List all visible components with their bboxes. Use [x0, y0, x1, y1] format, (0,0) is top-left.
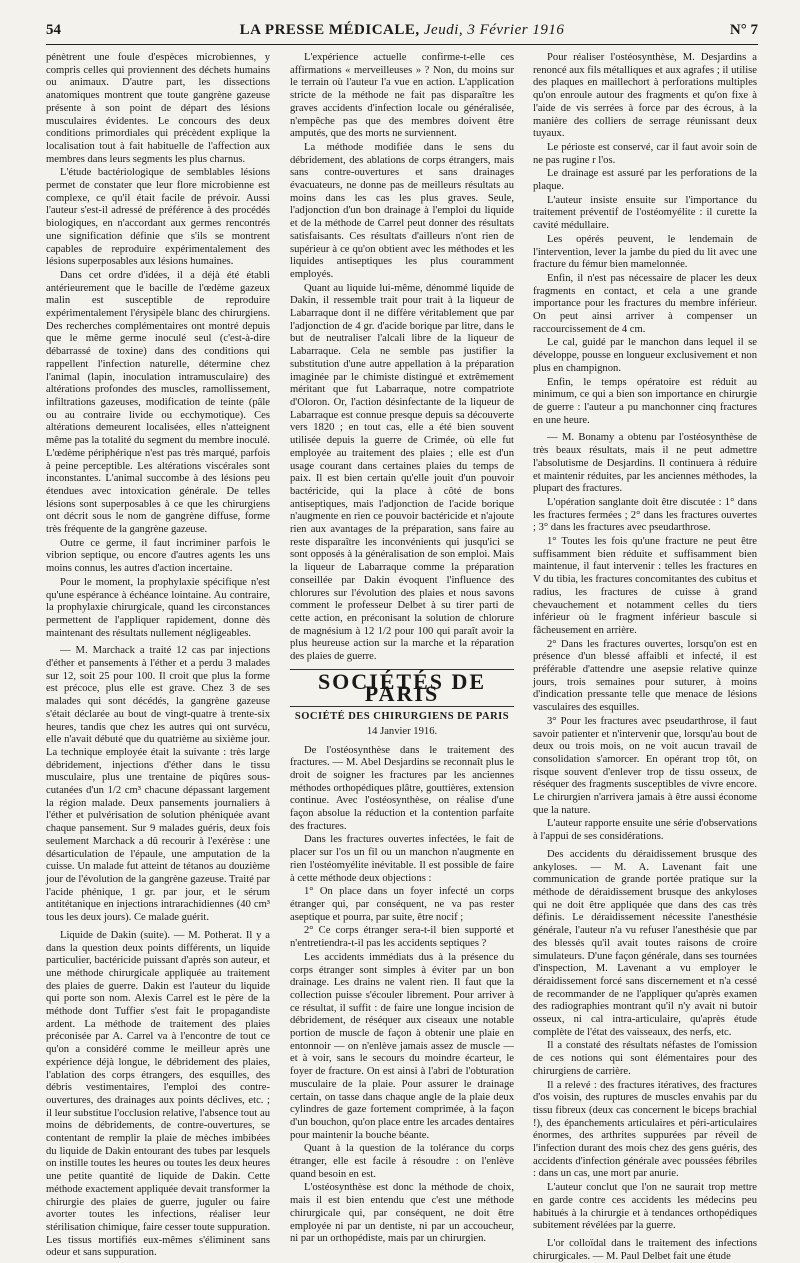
paragraph: L'étude bactériologique de semblables lésions permet de constater que leur flore microbienne est complexe, ce qu'il était facile de prévoir. Aussi l'auteur s'est-il adressé de préférence à des procédés biologiques, en n'accordant aux germes rencontrés une signification définie que s'ils se montrent capables de reproduire expérimentalement des lésions superposables aux lésions humaines.	[46, 167, 270, 268]
paragraph: 1° On place dans un foyer infecté un corps étranger qui, par conséquent, ne va pas rester aseptique et pourra, par suite, être nocif ;	[290, 886, 514, 923]
column-middle	[290, 52, 514, 1245]
paragraph: Quant au liquide lui-même, dénommé liquide de Dakin, il ressemble trait pour trait à la liqueur de Labarraque dont il ne diffère véritablement que par l'adjonction de 4 gr. d'acide borique par litre, dans le but de neutraliser l'alcali libre de la liqueur de Labarraque. Cela ne semble pas justifier la substitution d'une autre appellation à la préparation imaginée par le chimiste distingué et extrêmement méritant que fut Labarraque, notre compatriote d'Oloron. Or, l'action désinfectante de la liqueur de Labarraque est connue presque depuis sa découverte vers 1820 ; en tout cas, elle a été bien souvent utilisée depuis la guerre de Crimée, où elle fut employée au traitement des plaies ; elle est d'un usage courant dans certaines plaies du temps de paix. Il est bien certain qu'elle jouit d'un pouvoir bactéricide, qui la place à côté de bons antiseptiques, mais l'adjonction de l'acide borique n'augmente en rien ce pouvoir bactéricide et n'ajoute rien aux avantages de la préparation, sans faire au reste disparaître les inconvénients qui jusqu'ici se sont opposés à la généralisation de son emploi. Mais la liqueur de Labarraque comme la préparation conseillée par Dakin évoquent l'influence des chlorures sur l'évolution des plaies et nous savons comment le professeur Delbet à su tirer parti de cette action, en préconisant la solution de chlorure de magnésium à 12 1/2 pour 100 qui paraît avoir la plus heureuse action sur la marche et la réparation des plaies de guerre.	[290, 282, 514, 663]
society-heading: SOCIÉTÉ DES CHIRURGIENS DE PARIS	[294, 711, 510, 723]
paragraph-or-colloidal: L'or colloïdal dans le traitement des infections chirurgicales. — M. Paul Delbet fait une étude	[533, 1237, 757, 1262]
issue-date: Jeudi, 3 Février 1916	[423, 22, 565, 38]
column-left	[46, 52, 271, 1259]
session-date: 14 Janvier 1916.	[366, 725, 438, 737]
paragraph: L'opération sanglante doit être discutée : 1° dans les fractures fermées ; 2° dans les fractures ouvertes ; 3° dans les fractures avec pseudarthrose.	[533, 496, 757, 534]
paragraph: L'auteur insiste ensuite sur l'importance du traitement préventif de l'ostéomyélite : il curette la cavité médullaire.	[533, 194, 757, 232]
section-heading: SOCIÉTÉS DE PARIS	[290, 669, 514, 707]
paragraph: Les accidents immédiats dus à la présence du corps étranger sont simples à éviter par un bon drainage. Les drains ne valent rien. Il faut que la collection puisse s'écouler librement. Pour arriver à ce résultat, il suffit : de faire une longue incision de débridement, de réséquer aux ciseaux une notable portion de muscle de façon à obtenir une plaie en entonnoir — on n'enlève jamais assez de muscle — et à voir, sans le secours du moindre écarteur, le foyer de fracture. On est ainsi à l'abri de l'obturation musculaire de la plaie. Pour assurer le drainage certain, on tasse dans chaque angle de la plaie deux cylindres de gaze fortement comprimée, à la façon d'un bouchon, qu'on place entre les arcades dentaires pour maintenir la bouche béante.	[290, 951, 514, 1141]
paragraph: L'auteur conclut que l'on ne saurait trop mettre en garde contre ces accidents les médecins peu habitués à la chirurgie et à tendances orthopédiques subitement révélées par la guerre.	[533, 1182, 757, 1232]
paragraph: L'auteur rapporte ensuite une série d'observations à l'appui de ses considérations.	[533, 818, 757, 843]
paragraph: 1° Toutes les fois qu'une fracture ne peut être suffisamment bien réduite et suffisamment bien maintenue, il faut intervenir : telles les fractures en V du tibia, les fractures concomitantes des cubitus et radius, les fractures de cuisse à grand chevauchement et notamment celles du tiers inférieur où le fragment inférieur bascule si fâcheusement en arrière.	[533, 536, 757, 636]
paragraph: Pour le moment, la prophylaxie spécifique n'est qu'une espérance à échéance lointaine. Au contraire, la prophylaxie chirurgicale, quand les circonstances permettent de l'appliquer rapidement, donne dès maintenant des résultats nullement négligeables.	[46, 576, 270, 639]
page-header	[46, 20, 758, 45]
paragraph: L'expérience actuelle confirme-t-elle ces affirmations « merveilleuses » ? Non, du moins sur le terrain où l'auteur l'a vue en action. L'application stricte de la méthode ne fait pas disparaître les graves accidents d'infection locale ou généralisée, n'empêche pas que des membres doivent être amputés, que des morts ne surviennent.	[290, 52, 514, 140]
paragraph: Quant à la question de la tolérance du corps étranger, elle est facile à résoudre : on l'enlève quand besoin en est.	[290, 1143, 514, 1180]
paragraph: 2° Ce corps étranger sera-t-il bien supporté et n'entretiendra-t-il pas les accidents septiques ?	[290, 925, 514, 950]
paragraph: Enfin, le temps opératoire est réduit au minimum, ce qui a bien son importance en chirurgie de guerre : l'auteur a pu manchonner cinq fractures en une heure.	[533, 376, 757, 426]
paragraph: 3° Pour les fractures avec pseudarthrose, il faut savoir patienter et n'intervenir que, lorsqu'au bout de deux ou trois mois, on ne voit aucun travail de consolidation s'amorcer. En opérant trop tôt, on risque souvent d'enlever trop de tissu osseux, de réséquer des fragments susceptibles de vivre encore. Le chirurgien n'arrivera jamais à être aussi économe que la nature.	[533, 715, 757, 816]
paragraph: — M. Marchack a traité 12 cas par injections d'éther et pansements à l'éther et a perdu 3 malades sur 12, soit 25 pour 100. Il croit que plus la forme est précoce, plus elle est grave. Chez 3 de ses malades qui sont décédés, la gangrène gazeuse s'était déclarée au bout de vingt-quatre à trente-six heures, tandis que chez les autres qui ont survécu, elle n'avait débuté que du quatrième au sixième jour. La technique employée était la suivante : très large débridement, injections d'éther dans le tissu musculaire, plus une trentaine de piqûres sous-cutanées d'un 1/2 cm³ chacune dépassant largement la région malade. Deux pansements journaliers à l'éther et pulvérisation de solution phéniquée avant chaque pansement. Sur 9 malades guéris, deux fois seulement Marchack a dû recourir à l'exérèse : une désarticulation de l'épaule, une amputation de la cuisse. Un malade fut atteint de tétanos au douzième jour de l'évolution de la gangrène gazeuse. Traité par l'acide phénique, 1 gr. par jour, et le sérum antitétanique en injections intrarachidiennes (40 cm³ tous les deux jours). Ce malade guérit.	[46, 645, 271, 924]
paragraph: Il a constaté des résultats néfastes de l'omission de ces notions qui sont élémentaires pour des chirurgiens de carrière.	[533, 1040, 757, 1077]
column-right	[533, 52, 757, 1262]
page-number: 54	[46, 22, 61, 38]
issue-number: N° 7	[729, 22, 758, 38]
paragraph: Les opérés peuvent, le lendemain de l'intervention, lever la jambe du pied du lit avec une fracture du fémur bien mamelonnée.	[533, 233, 757, 271]
paragraph: Pour réaliser l'ostéosynthèse, M. Desjardins a renoncé aux fils métalliques et aux agrafes ; il utilise des plaques en maillechort à perforations multiples qu'on enroule autour des fragments et qu'on fixe à l'aide de vis serrées à force par des écrous, à la manière des colliers de serrage réunissant deux tuyaux.	[533, 52, 757, 140]
paragraph: L'ostéosynthèse est donc la méthode de choix, mais il est bien entendu que c'est une méthode chirurgicale qui, par conséquent, ne doit être employée ni par un dentiste, ni par un accoucheur, ni par un orthopédiste, mais par un chirurgien.	[290, 1182, 514, 1245]
journal-title	[46, 22, 758, 39]
paragraph: Le périoste est conservé, car il faut avoir soin de ne pas rugine r l'os.	[533, 141, 757, 166]
paragraph: Dans les fractures ouvertes infectées, le fait de placer sur l'os un fil ou un manchon n'augmente en rien l'ostéomyélite inévitable. Il est possible de faire à cette méthode deux objections :	[290, 834, 514, 884]
paragraph-osteosynthese: De l'ostéosynthèse dans le traitement des fractures. — M. Abel Desjardins se reconnaît plus le droit de soigner les fractures par les anciennes méthodes orthopédiques plâtre, gouttières, extension continue. Avec l'ostéosynthèse, on réalise d'une façon absolue la réduction et la contention parfaite des fractures.	[290, 744, 514, 832]
paragraph: Outre ce germe, il faut incriminer parfois le vibrion septique, ou encore d'autres agents les uns moins connus, les autres d'action incertaine.	[46, 537, 270, 575]
paragraph: — M. Bonamy a obtenu par l'ostéosynthèse de très beaux résultats, mais il ne peut admettre l'absolutisme de Desjardins. Il continuera à réduire et maintenir réduites, par les anciennes méthodes, la plupart des fractures.	[533, 432, 757, 495]
paragraph: 2° Dans les fractures ouvertes, lorsqu'on est en présence d'un blessé affaibli et infecté, il est préférable d'attendre une asepsie relative quinze jours, trois semaines pour suturer, à moins d'indication pressante telle que menace de lésions vasculaires des esquilles.	[533, 638, 757, 714]
paragraph: Enfin, il n'est pas nécessaire de placer les deux fragments en contact, et cela a une grande importance pour les fractures du membre inférieur. On peut ainsi arriver à compenser un raccourcissement de 4 cm.	[533, 272, 757, 335]
paragraph: La méthode modifiée dans le sens du débridement, des ablations de corps étrangers, mais sans contre-ouvertures et sans drainages évacuateurs, ne donne pas de meilleurs résultats au moins dans les cas les plus graves. Seule, l'adjonction d'un bon drainage à l'emploi du liquide et de la méthode de Carrel peut donner des résultats satisfaisants. Ces résultats d'ailleurs n'ont rien de supérieur à ce qu'on obtient avec les méthodes et les liquides antiseptiques les plus couramment employés.	[290, 141, 514, 280]
journal-name: LA PRESSE MÉDICALE,	[239, 22, 420, 38]
paragraph: Le cal, guidé par le manchon dans lequel il se développe, pousse en longueur exclusivement et non plus en champignon.	[533, 337, 757, 374]
paragraph: Il a relevé : des fractures itératives, des fractures d'os voisin, des ruptures de muscles envahis par du tissu fibreux (deux cas concernent le biceps brachial !), des épanchements articulaires et péri-articulaires énormes, des arthrites suppurées par réveil de l'infection durant des mois chez des gens guéris, des accidents d'infection générale avec poussées fébriles : dans un cas, une mort par anurie.	[533, 1079, 757, 1180]
paragraph: Le drainage est assuré par les perforations de la plaque.	[533, 168, 757, 193]
paragraph-ankyloses: Des accidents du déraidissement brusque des ankyloses. — M. A. Lavenant fait une communication de grande portée pratique sur la méthode de déraidissement brusque des ankyloses qui ne doit être appliquée que dans des cas très définis. Le déraidissement nécessite l'anesthésie générale, l'auteur n'a vu refuser l'anesthésie que par des blessés qu'il avait toutes raisons de croire simulateurs. D'une façon générale, dans ses tournées d'inspection, M. Lavenant a vu employer le déraidissement forcé sans discernement et n'a cessé de recommander de ne l'appliquer qu'après examen des radiographies montrant qu'il n'y avait ni butoir osseux, ni cal intra-articulaire, qu'après étude complète de l'état des vaisseaux, des nerfs, etc.	[533, 848, 757, 1038]
paragraph: Dans cet ordre d'idées, il a déjà été établi antérieurement que le bacille de l'œdème gazeux malin est susceptible de reproduire expérimentalement l'érysipèle blanc des chirurgiens. Des recherches complémentaires ont montré depuis que le même germe inoculé seul (c'est-à-dire débarrassé de toxine) dans des conditions qui rappellent l'infection naturelle, détermine chez l'animal (lapin, inoculation intramusculaire) des altérations profondes des muscles, ramollissement, infiltrations gazeuses, modification de teinte (pâle ou au contraire livide ou ecchymotique). Ces altérations demeurent localisées, elles n'atteignent même pas la totalité du segment du membre inoculé. L'œdème périphérique n'est pas très marqué, parfois à peine perceptible. Les altérations viscérales sont inconstantes. L'animal succombe à des lésions peu étendues avec intoxication générale. De telles lésions sont superposables à ce que les chirurgiens ont décrit sous le nom de gangrène diffuse, forme très fréquente de la gangrène gazeuse.	[46, 269, 270, 536]
paragraph-liquide-dakin: Liquide de Dakin (suite). — M. Potherat. Il y a dans la question deux points différents, un liquide particulier, bactéricide puissant d'après son auteur, et une méthode chirurgicale appliquée au traitement des plaies de guerre. Dakin est l'auteur du liquide qui porte son nom. Alexis Carrel est le père de la méthode dont Tuffier s'est fait le propagandiste ardent. La méthode de traitement des plaies préconisée par A. Carrel va à l'encontre de tout ce qu'on a considéré comme le meilleur après une expérience déjà longue, le débridement des plaies, l'ablation des corps étrangers, des esquilles, des débris vestimentaires, l'emploi des contre-ouvertures, des drainages aux points déclives, etc. ; il leur substitue l'occlusion relative, l'absence tout au moins de débridements, de contre-ouvertures, se contentant de remplir la plaie de mèches imbibées du liquide de Dakin entourant des tubes par lesquels on instille toutes les heures ou toutes les deux heures une petite quantité de liquide de Dakin. Cette méthode exactement appliquée devait transformer la chirurgie des plaies de guerre, juguler ou faire avorter toutes les infections, réaliser leur stérilisation chimique, faire cesser toute suppuration. Les tissus mortifiés eux-mêmes s'éliminent sans odeur et sans suppuration.	[46, 929, 270, 1259]
paragraph: pénètrent une foule d'espèces microbiennes, y compris celles qui proviennent des déchets humains ou animaux. D'autre part, les dissections anatomiques montrent que toute gangrène gazeuse présente à son point de départ des lésions musculaires évidentes. Le concours des deux conditions primordiales qui précèdent explique la localisation tout à fait habituelle de l'affection aux membres dans leurs segments les plus charnus.	[46, 52, 270, 165]
